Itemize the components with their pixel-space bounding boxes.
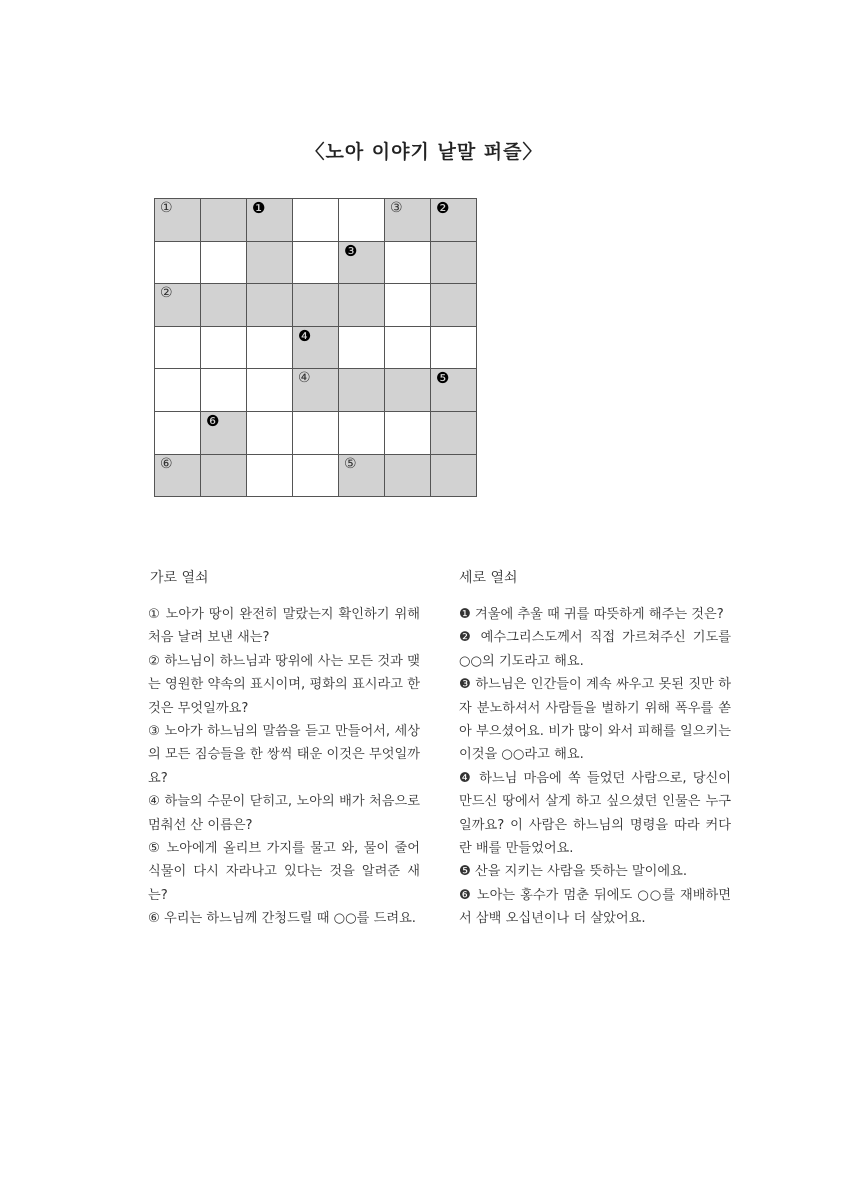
across-clue: ⑥ 우리는 하느님께 간청드릴 때 ○○를 드려요.	[148, 911, 417, 927]
down-clue-number: ❹	[298, 326, 312, 345]
grid-cell[interactable]	[339, 412, 385, 455]
grid-cell[interactable]	[385, 284, 431, 327]
grid-cell[interactable]	[385, 242, 431, 285]
grid-cell	[431, 199, 477, 242]
across-clue-number: ③	[390, 200, 403, 216]
grid-cell	[385, 369, 431, 412]
across-clue: ① 노아가 땅이 완전히 말랐는지 확인하기 위해 처음 날려 보낸 새는?	[148, 607, 420, 646]
across-clue: ⑤ 노아에게 올리브 가지를 물고 와, 물이 줄어 식물이 다시 자라나고 있다는 것을 알려준 새는?	[148, 841, 420, 903]
down-clue-list	[459, 603, 731, 931]
grid-cell[interactable]	[293, 455, 339, 498]
grid-cell[interactable]	[155, 242, 201, 285]
down-heading: 세로 열쇠	[459, 570, 518, 586]
down-clue: ❶ 겨울에 추울 때 귀를 따뜻하게 해주는 것은?	[459, 607, 724, 622]
grid-cell	[431, 412, 477, 455]
grid-cell	[201, 455, 247, 498]
grid-cell[interactable]	[247, 412, 293, 455]
across-clue: ② 하느님이 하느님과 땅위에 사는 모든 것과 맺는 영원한 약속의 표시이며, 평화의 표시라고 한 것은 무엇일까요?	[148, 653, 420, 716]
grid-cell	[431, 284, 477, 327]
grid-cell[interactable]	[293, 242, 339, 285]
grid-cell[interactable]	[247, 455, 293, 498]
grid-cell[interactable]	[201, 369, 247, 412]
grid-cell[interactable]	[385, 412, 431, 455]
grid-cell	[201, 412, 247, 455]
grid-cell	[293, 284, 339, 327]
down-clue: ❹ 하느님 마음에 쏙 들었던 사람으로, 당신이 만드신 땅에서 살게 하고 싶으셨던 인물은 누구일까요? 이 사람은 하느님의 명령을 따라 커다란 배를 만들었어요.	[459, 770, 731, 857]
down-clue-number: ❻	[206, 411, 220, 430]
grid-cell[interactable]	[431, 327, 477, 370]
grid-cell	[339, 284, 385, 327]
across-heading: 가로 열쇠	[150, 570, 209, 586]
down-clue-number: ❷	[436, 199, 450, 217]
across-clue-number: ④	[298, 370, 311, 387]
grid-cell	[385, 199, 431, 242]
grid-cell[interactable]	[155, 369, 201, 412]
grid-cell[interactable]	[339, 327, 385, 370]
grid-cell	[247, 199, 293, 242]
across-clue-number: ②	[160, 285, 173, 302]
across-clue-number: ⑥	[160, 455, 173, 472]
down-clue-number: ❶	[252, 199, 266, 217]
grid-cell	[293, 327, 339, 370]
across-clue: ④ 하늘의 수문이 닫히고, 노아의 배가 처음으로 멈춰선 산 이름은?	[148, 794, 420, 833]
down-clue: ❺ 산을 지키는 사람을 뜻하는 말이에요.	[459, 864, 688, 880]
grid-cell[interactable]	[339, 199, 385, 242]
grid-cell[interactable]	[247, 369, 293, 412]
grid-cell	[431, 455, 477, 498]
across-clue: ③ 노아가 하느님의 말씀을 듣고 만들어서, 세상의 모든 짐승들을 한 쌍씩 태운 이것은 무엇일까요?	[148, 724, 420, 786]
grid-cell	[201, 284, 247, 327]
down-clue: ❷ 예수그리스도께서 직접 가르쳐주신 기도를 ○○의 기도라고 해요.	[459, 630, 731, 669]
grid-cell[interactable]	[155, 327, 201, 370]
grid-cell	[339, 455, 385, 498]
grid-cell[interactable]	[201, 242, 247, 285]
grid-cell	[385, 455, 431, 498]
grid-cell	[155, 455, 201, 498]
grid-cell	[293, 369, 339, 412]
grid-cell	[155, 199, 201, 242]
down-clue-number: ❺	[436, 369, 450, 388]
across-clue-number: ①	[160, 200, 173, 216]
grid-cell	[247, 242, 293, 285]
down-clue-number: ❸	[344, 241, 358, 260]
down-clue: ❸ 하느님은 인간들이 계속 싸우고 못된 짓만 하자 분노하셔서 사람들을 벌하기 위해 폭우를 쏟아 부으셨어요. 비가 많이 와서 피해를 일으키는 이것을 ○○라고 해요.	[459, 677, 731, 763]
grid-cell[interactable]	[293, 199, 339, 242]
grid-cell[interactable]	[385, 327, 431, 370]
grid-cell[interactable]	[293, 412, 339, 455]
grid-cell[interactable]	[155, 412, 201, 455]
grid-cell[interactable]	[201, 327, 247, 370]
grid-cell[interactable]	[247, 327, 293, 370]
grid-cell	[201, 199, 247, 242]
grid-cell	[431, 242, 477, 285]
crossword-grid	[154, 198, 477, 497]
grid-cell	[431, 369, 477, 412]
page-title: 〈노아 이야기 낱말 퍼즐〉	[305, 141, 543, 163]
grid-cell	[155, 284, 201, 327]
across-clue-list	[148, 603, 420, 931]
down-clue: ❻ 노아는 홍수가 멈춘 뒤에도 ○○를 재배하면서 삼백 오십년이나 더 살았어요.	[459, 887, 731, 927]
grid-cell	[339, 369, 385, 412]
grid-cell	[339, 242, 385, 285]
grid-cell	[247, 284, 293, 327]
across-clue-number: ⑤	[344, 455, 357, 472]
